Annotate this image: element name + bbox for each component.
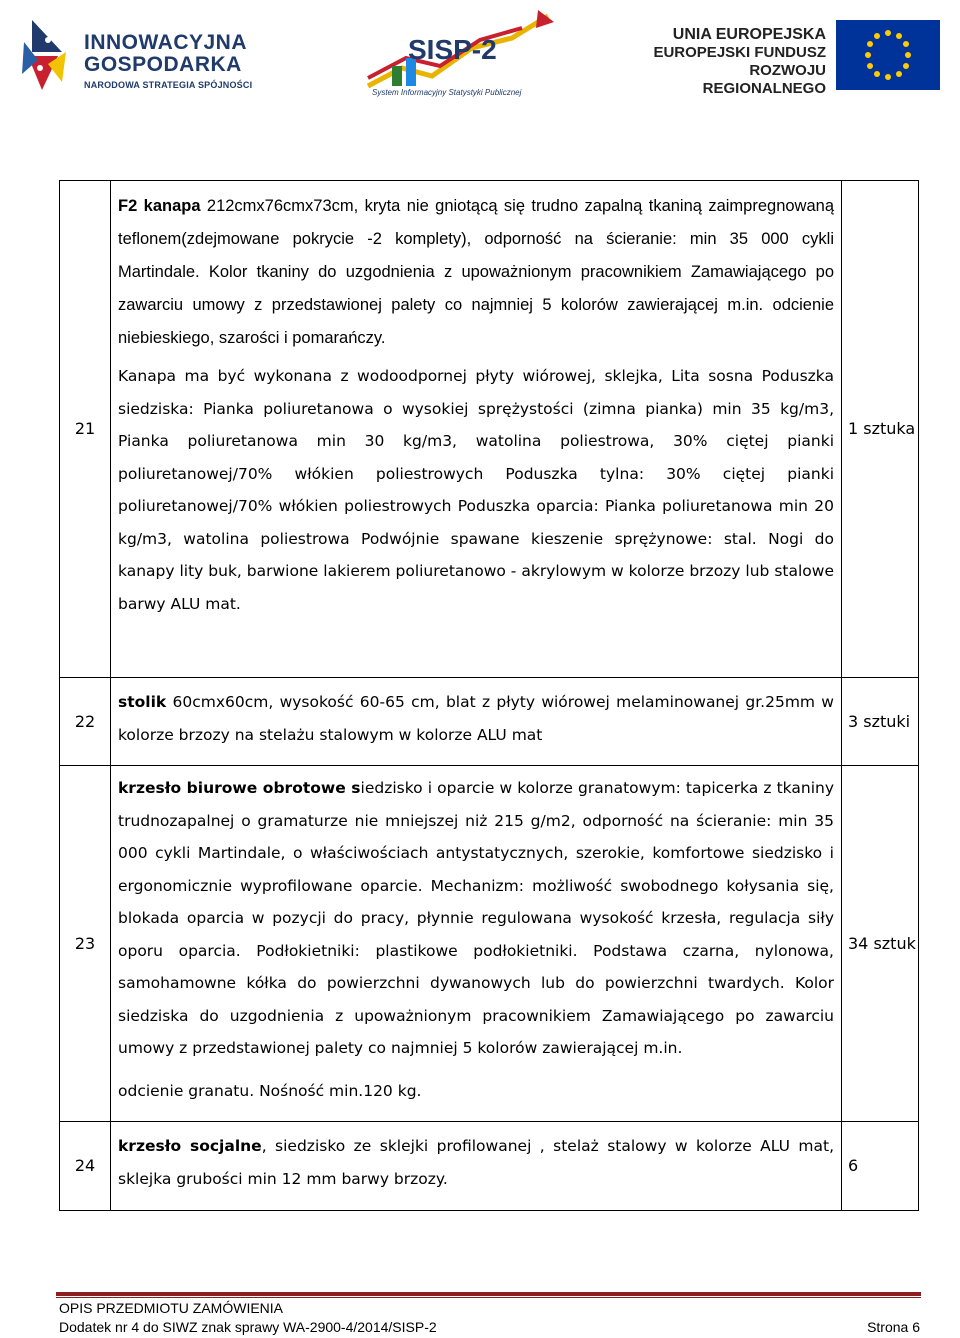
item-quantity: 1 sztuka — [848, 419, 916, 438]
logo-right-line3: ROZWOJU REGIONALNEGO — [702, 62, 826, 97]
item-spec: , siedzisko ze sklejki profilowanej , stelaż stalowy w kolorze ALU mat, sklejka grubości min 12 mm barwy brzozy. — [118, 1137, 834, 1188]
footer-divider — [56, 1292, 921, 1296]
item-name: krzesło biurowe obrotowe s — [118, 779, 361, 797]
item-quantity: 6 — [848, 1156, 859, 1175]
item-description — [118, 1130, 834, 1195]
item-number: 24 — [74, 1156, 96, 1175]
item-spec: iedzisko i oparcie w kolorze granatowym: tapicerka z tkaniny trudnozapalnej o gramaturze nie mniejszej niż 215 g/m2, odporność na ścieranie: min 35 000 cykli Martindale, o właściwościach antystatycznych, szerokie, komfortowe siedzisko i ergonomicznie wyprofilowane oparcie. Mechanizm: możliwość swobodnego kołysania się, blokada oparcia w pozycji do pracy, płynnie regulowana wysokość krzesła, regulacja siły oporu oparcia. Podłokietniki: plastikowe podłokietniki. Podstawa czarna, nylonowa, samohamowne kółka do powierzchni dywanowych lub do powierzchni twardych. Kolor siedziska do uzgodnienia z upoważnionym pracownikiem Zamawiającego po zawarciu umowy z przedstawionej palety co najmniej 5 kolorów zawierającej m.in. — [118, 779, 834, 1057]
logo-right-line1: UNIA EUROPEJSKA — [672, 26, 826, 43]
item-spec: 212cmx76cmx73cm, kryta nie gniotącą się trudno zapalną tkaniną zaimpregnowaną teflonem(zdejmowane pokrycie -2 komplety), odporność na ścieranie: min 35 000 cykli Martindale. Kolor tkaniny do uzgodnienia z upoważnionym pracownikiem Zamawiającego po zawarciu umowy z przedstawionej palety co najmniej 5 kolorów zawierającej m.in. odcienie niebieskiego, szarości i pomarańczy. — [118, 197, 834, 347]
item-name: krzesło socjalne — [118, 1137, 262, 1155]
item-quantity: 3 sztuki — [848, 711, 911, 731]
item-number: 23 — [74, 933, 96, 953]
eu-fund-logo — [648, 18, 940, 97]
logo-left-line3: NARODOWA STRATEGIA SPÓJNOŚCI — [84, 80, 253, 90]
item-quantity: 34 sztuk — [848, 933, 916, 953]
item-description — [118, 686, 834, 751]
sisp-2-logo — [362, 8, 558, 104]
sisp-title: SISP-2 — [408, 34, 497, 65]
page-number: Strona 6 — [867, 1319, 920, 1335]
logo-right-line2: EUROPEJSKI FUNDUSZ — [653, 44, 826, 61]
logo-left-line2: GOSPODARKA — [84, 53, 242, 76]
item-name: F2 kanapa — [118, 197, 201, 215]
table-row — [59, 1121, 919, 1211]
item-description — [118, 772, 834, 1107]
item-number: 22 — [74, 711, 96, 731]
logo-left-line1: INNOWACYJNA — [84, 31, 248, 54]
item-spec-note: odcienie granatu. Nośność min.120 kg. — [118, 1081, 422, 1100]
sisp-subtitle: System Informacyjny Statystyki Publicznej — [372, 88, 522, 97]
footer-title: OPIS PRZEDMIOTU ZAMÓWIENIA — [59, 1300, 284, 1316]
item-spec: 60cmx60cm, wysokość 60-65 cm, blat z płyty wiórowej melaminowanej gr.25mm w kolorze brzozy na stelażu stalowym w kolorze ALU mat — [118, 693, 834, 744]
table-row — [59, 180, 919, 678]
footer-divider-thin — [56, 1297, 921, 1298]
innowacyjna-gospodarka-logo — [18, 12, 258, 102]
table-row — [59, 677, 919, 766]
item-description — [118, 190, 834, 620]
item-number: 21 — [74, 419, 96, 438]
item-name: stolik — [118, 693, 167, 711]
item-spec-details: Kanapa ma być wykonana z wodoodpornej płyty wiórowej, sklejka, Lita sosna Poduszka siedziska: Pianka poliuretanowa o wysokiej sprężystości (zimna pianka) min 35 kg/m3, Pianka poliuretanowa min 30 kg/m3, watolina poliestrowa, 30% ciętej pianki poliuretanowej/70% włókien poliestrowych Poduszka tylna: 30% ciętej pianki poliuretanowej/70% włókien poliestrowych Poduszka oparcia: Pianka poliuretanowa min 20 kg/m3, watolina poliestrowa Podwójnie spawane kieszenie sprężynowe: stal. Nogi do kanapy lity buk, barwione lakierem poliuretanowo - akrylowym w kolorze brzozy lub stalowe barwy ALU mat. — [118, 367, 834, 613]
table-row — [59, 765, 919, 1122]
footer-reference: Dodatek nr 4 do SIWZ znak sprawy WA-2900-4/2014/SISP-2 — [59, 1319, 437, 1335]
eu-flag-icon — [836, 20, 940, 90]
